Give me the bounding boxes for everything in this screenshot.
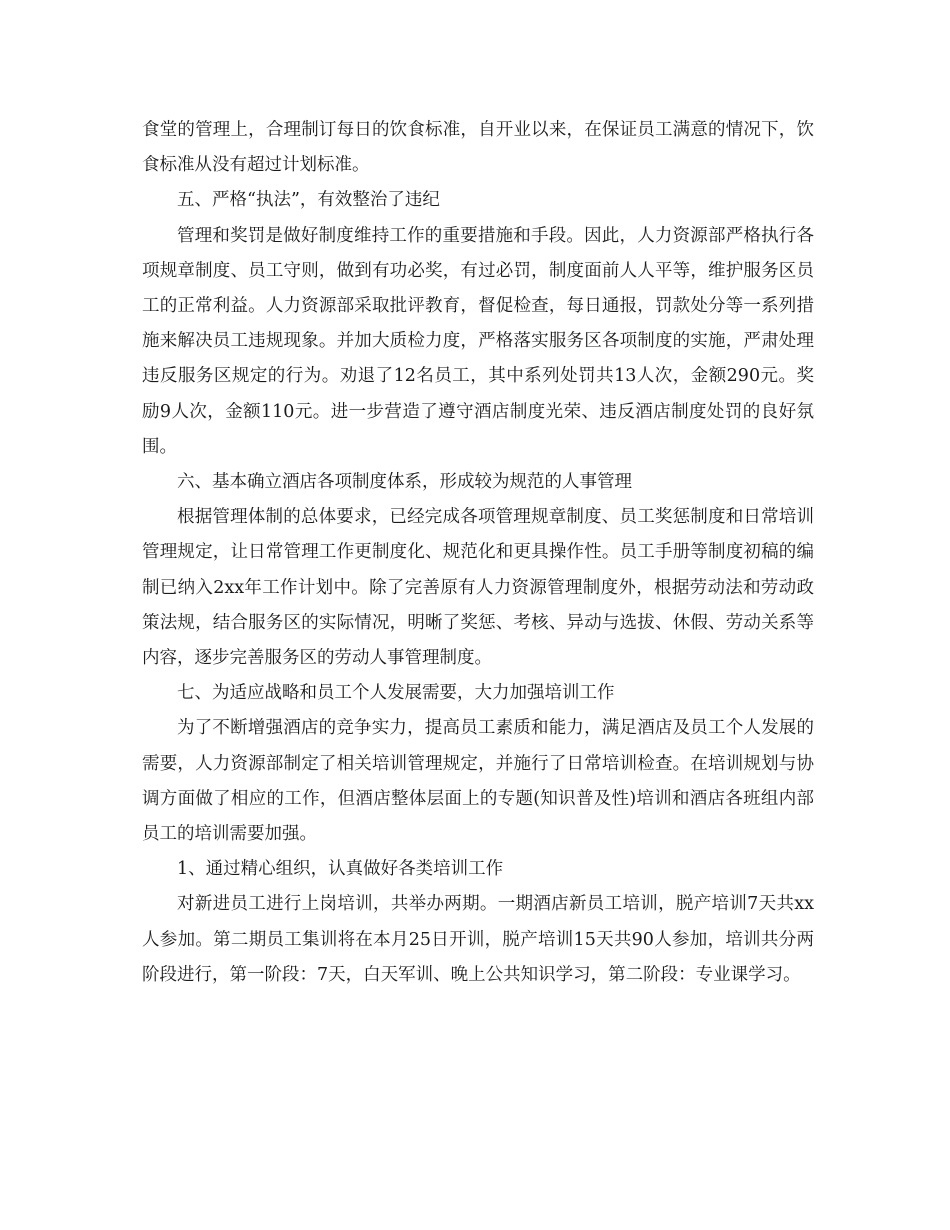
document-body bbox=[142, 113, 814, 993]
paragraph-training-needs: 为了不断增强酒店的竞争实力，提高员工素质和能力，满足酒店及员工个人发展的需要，人力资源部制定了相关培训管理规定，并施行了日常培训检查。在培训规划与协调方面做了相应的工作，但酒店整体层面上的专题(知识普及性)培训和酒店各班组内部员工的培训需要加强。 bbox=[142, 718, 814, 845]
section-heading-6: 六、基本确立酒店各项制度体系，形成较为规范的人事管理 bbox=[177, 472, 632, 493]
section-heading-5: 五、严格“执法”，有效整治了违纪 bbox=[177, 190, 440, 211]
paragraph-rewards-penalties: 管理和奖罚是做好制度维持工作的重要措施和手段。因此，人力资源部严格执行各项规章制度、员工守则，做到有功必奖，有过必罚，制度面前人人平等，维护服务区员工的正常利益。人力资源部采取批评教育，督促检查，每日通报，罚款处分等一系列措施来解决员工违规现象。并加大质检力度，严格落实服务区各项制度的实施，严肃处理违反服务区规定的行为。劝退了12名员工，其中系列处罚共13人次，金额290元。奖励9人次，金额110元。进一步营造了遵守酒店制度光荣、违反酒店制度处罚的良好氛围。 bbox=[142, 225, 814, 457]
paragraph-hr-system: 根据管理体制的总体要求，已经完成各项管理规章制度、员工奖惩制度和日常培训管理规定，让日常管理工作更制度化、规范化和更具操作性。员工手册等制度初稿的编制已纳入2xx年工作计划中。除了完善原有人力资源管理制度外，根据劳动法和劳动政策法规，结合服务区的实际情况，明晰了奖惩、考核、异动与选拔、休假、劳动关系等内容，逐步完善服务区的劳动人事管理制度。 bbox=[142, 507, 814, 669]
subsection-heading-1: 1、通过精心组织，认真做好各类培训工作 bbox=[177, 859, 504, 880]
paragraph-canteen-management: 食堂的管理上，合理制订每日的饮食标准，自开业以来，在保证员工满意的情况下，饮食标准从没有超过计划标准。 bbox=[142, 120, 814, 176]
paragraph-new-staff-training: 对新进员工进行上岗培训，共举办两期。一期酒店新员工培训，脱产培训7天共xx人参加。第二期员工集训将在本月25日开训，脱产培训15天共90人参加，培训共分两阶段进行，第一阶段：7天，白天军训、晚上公共知识学习，第二阶段：专业课学习。 bbox=[142, 894, 814, 985]
section-heading-7: 七、为适应战略和员工个人发展需要，大力加强培训工作 bbox=[177, 683, 615, 704]
